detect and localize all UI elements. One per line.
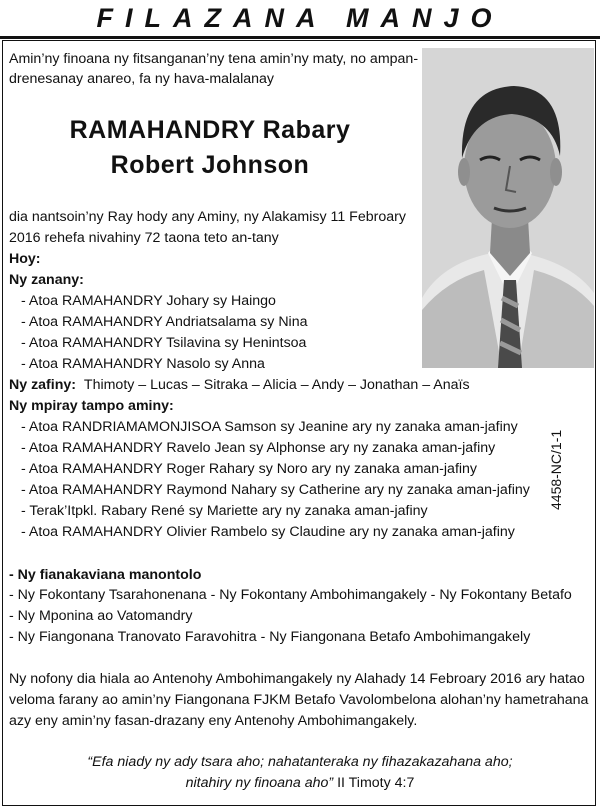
intro-line-1: Amin’ny finoana ny fitsanganan’ny tena amin’ny maty, no ampan-: [9, 51, 419, 67]
grandchildren-line: [9, 375, 470, 395]
list-item: - Atoa RAMAHANDRY Olivier Rambelo sy Claudine ary ny zanaka aman-jafiny: [21, 524, 515, 540]
verse-reference: II Timoty 4:7: [333, 775, 415, 791]
list-item: - Atoa RAMAHANDRY Nasolo sy Anna: [21, 356, 265, 372]
family-line-3: - Ny Fiangonana Tranovato Faravohitra - Ny Fiangonana Betafo Ambohimangakely: [9, 629, 531, 645]
hoy-label: Hoy:: [9, 251, 41, 267]
header-title: FILAZANA MANJO: [96, 2, 504, 33]
family-heading: - Ny fianakaviana manontolo: [9, 567, 202, 583]
list-item: - Atoa RANDRIAMAMONJISOA Samson sy Jeanine ary ny zanaka aman-jafiny: [21, 419, 518, 435]
list-item: - Terak’Itpkl. Rabary René sy Mariette ary ny zanaka aman-jafiny: [21, 503, 428, 519]
intro-line-2: drenesanay anareo, fa ny hava-malalanay: [9, 71, 275, 87]
siblings-heading: Ny mpiray tampo aminy:: [9, 398, 174, 414]
funeral-line-2: veloma farany ao amin’ny Fiangonana FJKM Betafo Vavolombelona alohan’ny hametrahana: [9, 692, 589, 708]
verse-text: nitahiry ny finoana aho”: [185, 775, 334, 791]
portrait-photo: [422, 48, 594, 368]
list-item: - Atoa RAMAHANDRY Johary sy Haingo: [21, 293, 276, 309]
funeral-line-3: azy eny amin’ny fasan-drazany eny Antenohy Ambohimangakely.: [9, 713, 418, 729]
list-item: - Atoa RAMAHANDRY Tsilavina sy Henintsoa: [21, 335, 307, 351]
list-item: - Atoa RAMAHANDRY Roger Rahary sy Noro ary ny zanaka aman-jafiny: [21, 461, 478, 477]
portrait-image: [422, 48, 594, 368]
list-item: - Atoa RAMAHANDRY Ravelo Jean sy Alphonse ary ny zanaka aman-jafiny: [21, 440, 496, 456]
family-line-1: - Ny Fokontany Tsarahonenana - Ny Fokontany Ambohimangakely - Ny Fokontany Betafo: [9, 587, 572, 603]
reference-code: 4458-NC/1-1: [548, 429, 564, 510]
grandchildren-names: Thimoty – Lucas – Sitraka – Alicia – Andy – Jonathan – Anaïs: [83, 377, 470, 393]
list-item: - Atoa RAMAHANDRY Andriatsalama sy Nina: [21, 314, 308, 330]
death-notice-line-2: 2016 rehefa nivahiny 72 taona teto an-tany: [9, 230, 279, 246]
verse-line-2: [0, 773, 600, 793]
list-item: - Atoa RAMAHANDRY Raymond Nahary sy Catherine ary ny zanaka aman-jafiny: [21, 482, 530, 498]
verse-line-1: “Efa niady ny ady tsara aho; nahatanteraka ny fihazakazahana aho;: [87, 754, 513, 770]
deceased-name-line-1: RAMAHANDRY Rabary: [69, 116, 351, 144]
header-banner: [0, 0, 600, 39]
funeral-line-1: Ny nofony dia hiala ao Antenohy Ambohimangakely ny Alahady 14 Febroary 2016 ary hatao: [9, 671, 585, 687]
family-line-2: - Ny Mponina ao Vatomandry: [9, 608, 193, 624]
children-heading: Ny zanany:: [9, 272, 84, 288]
deceased-name-line-2: Robert Johnson: [110, 151, 310, 179]
death-notice-line-1: dia nantsoin’ny Ray hody any Aminy, ny Alakamisy 11 Febroary: [9, 209, 406, 225]
grandchildren-heading: Ny zafiny:: [9, 377, 77, 393]
